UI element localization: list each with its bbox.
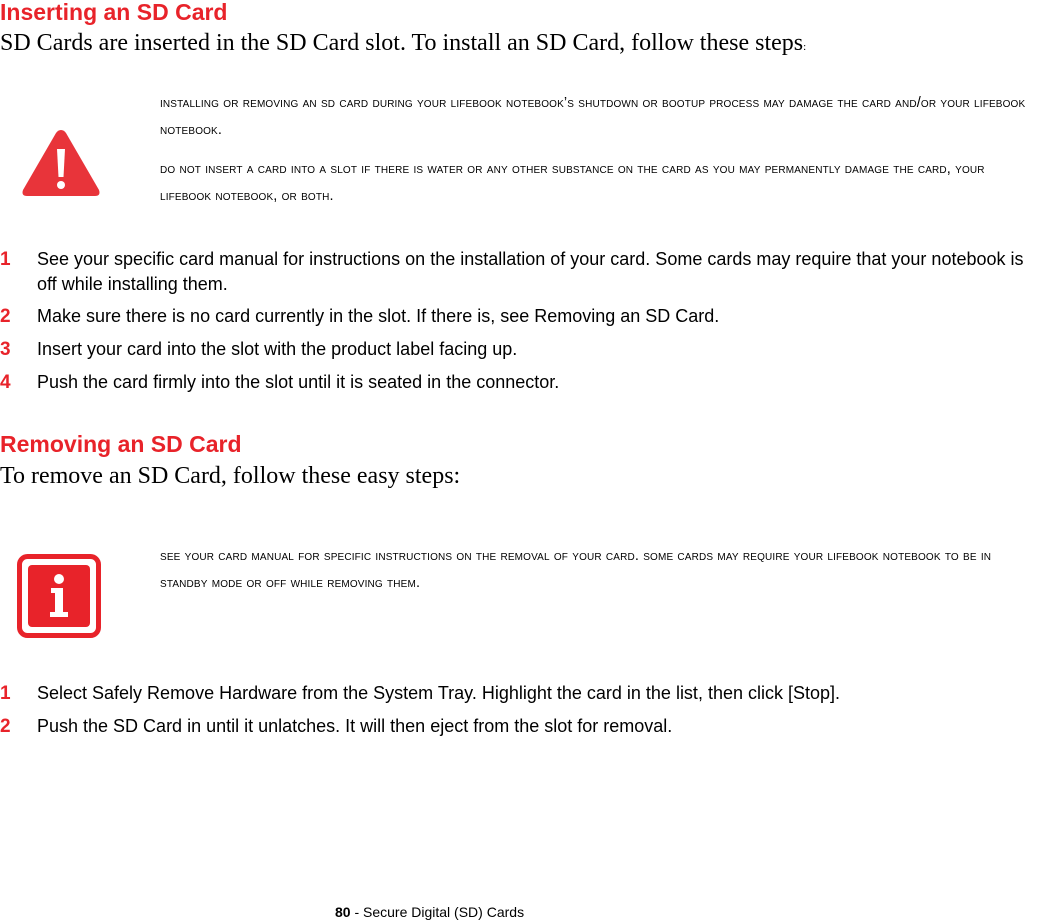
intro-text: SD Cards are inserted in the SD Card slot. To install an SD Card, follow these steps — [0, 30, 804, 56]
step-number: 3 — [0, 339, 11, 360]
step-text: Insert your card into the slot with the product label facing up. — [37, 339, 518, 359]
section-intro-inserting — [0, 30, 806, 57]
warning-notice — [160, 90, 1035, 210]
page-footer — [335, 904, 524, 920]
list-item — [0, 370, 1040, 395]
section-heading-removing: Removing an SD Card — [0, 431, 242, 457]
list-item — [0, 247, 1040, 297]
info-paragraph: see your card manual for specific instructions on the removal of your card. some cards may require your lifebook notebook to be in standby mode or off while removing them. — [160, 548, 992, 591]
list-item — [0, 681, 1040, 706]
section-intro-removing: To remove an SD Card, follow these easy steps: — [0, 463, 461, 489]
info-notice — [160, 543, 1035, 597]
list-item — [0, 304, 1040, 329]
step-text: Make sure there is no card currently in the slot. If there is, see Removing an SD Card. — [37, 306, 720, 326]
list-item — [0, 714, 1040, 739]
step-text: Select Safely Remove Hardware from the System Tray. Highlight the card in the list, then click [Stop]. — [37, 683, 841, 703]
step-number: 1 — [0, 683, 11, 704]
step-text: See your specific card manual for instructions on the installation of your card. Some cards may require that your notebook is off while installing them. — [37, 249, 1024, 294]
info-icon — [17, 554, 101, 638]
warning-paragraph: installing or removing an sd card during your lifebook notebook’s shutdown or bootup process may damage the card and/or your lifebook notebook. — [160, 95, 1026, 138]
section-heading-inserting: Inserting an SD Card — [0, 0, 228, 25]
install-steps-list — [0, 247, 1040, 395]
step-text: Push the card firmly into the slot until it is seated in the connector. — [37, 372, 560, 392]
footer-title: - Secure Digital (SD) Cards — [350, 904, 525, 920]
step-number: 2 — [0, 716, 11, 737]
remove-steps-list — [0, 681, 1040, 739]
warning-triangle-icon — [20, 127, 102, 199]
list-item — [0, 337, 1040, 362]
step-number: 1 — [0, 249, 11, 270]
step-number: 4 — [0, 372, 11, 393]
step-number: 2 — [0, 306, 11, 327]
intro-colon: : — [803, 41, 807, 53]
page-number: 80 — [335, 904, 351, 920]
step-text: Push the SD Card in until it unlatches. It will then eject from the slot for removal. — [37, 716, 673, 736]
warning-paragraph: do not insert a card into a slot if there is water or any other substance on the card as you may permanently damage the card, your lifebook notebook, or both. — [160, 161, 985, 204]
